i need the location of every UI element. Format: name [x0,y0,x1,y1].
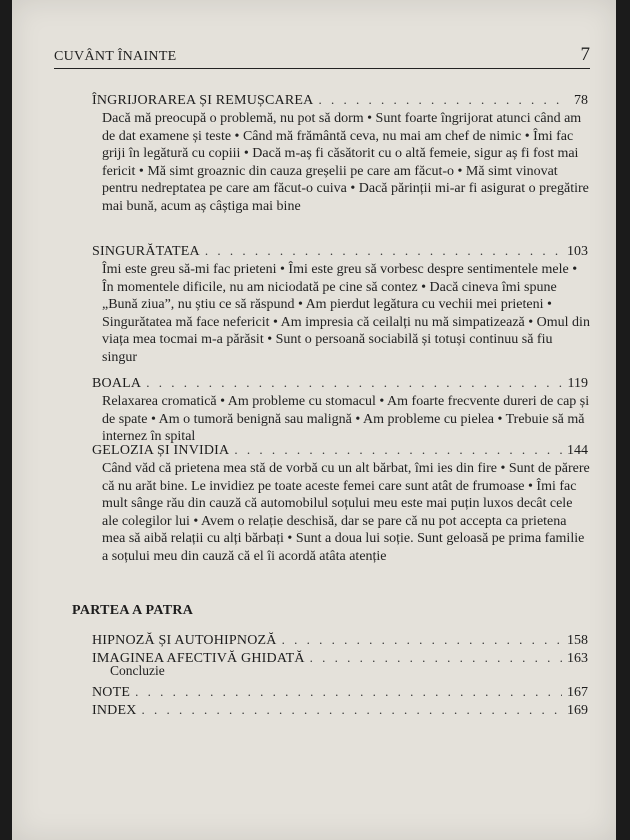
toc-entry-title: BOALA [92,376,142,391]
toc-entry-description: Dacă mă preocupă o problemă, nu pot să dorm • Sunt foarte îngrijorat atunci când am de dat examene și teste • Când mă frământă ceva, nu mai am chef de nimic • Îmi fac griji în legătură cu copiii • Dacă m-aș fi căsătorit cu o altă femeie, sigur aș fi fost mai fericit • Mă simt groaznic din cauza greșelii pe care am făcut-o • Mă simt vinovat pentru nedreptatea pe care am făcut-o cuiva • Dacă părinții mi-ar fi asigurat o pregătire mai bună, acum aș câștiga mai bine [102,111,589,214]
toc-entry-title: IMAGINEA AFECTIVĂ GHIDATĂ [92,651,305,666]
toc-entry-page: 144 [567,443,588,458]
header-title: CUVÂNT ÎNAINTE [54,49,177,64]
toc-subentry-conclusion: Concluzie [110,663,165,678]
book-page [12,0,616,840]
toc-entry-description: Când văd că prietena mea stă de vorbă cu un alt bărbat, îmi ies din fire • Sunt de părere că nu arăt bine. Le invidiez pe toate aceste femei care sunt atât de frumoase • Îmi fac mult sânge rău din cauză că automobilul soțului meu este mai puțin luxos decât cele ale colegilor lui • Avem o relație deschisă, dar se pare că nu pot accepta ca prietena mea să aibă relații cu alți bărbați • Sunt a doua lui soție. Sunt geloasă pe prima familie a soțului meu din cauză că el îi acordă atâta atenție [102,461,590,564]
toc-entry-page: 119 [567,376,588,391]
leader-dots [318,92,569,108]
toc-entry-page: 103 [567,244,588,259]
leader-dots [205,243,562,259]
toc-entry-hypnosis [92,632,588,649]
toc-entry-index [92,702,588,719]
page-number: 7 [580,44,590,65]
running-header [54,46,590,69]
toc-entry-illness [92,375,588,392]
toc-entry-title: NOTE [92,685,131,700]
toc-entry-description: Relaxarea cromatică • Am probleme cu stomacul • Am foarte frecvente dureri de cap și de spate • Am o tumoră benignă sau malignă • Am probleme cu pielea • Trebuie să mă internez în spital [102,394,590,445]
toc-entry-page: 158 [567,633,588,648]
toc-entry-notes [92,684,588,701]
leader-dots [310,650,562,666]
toc-entry-page: 169 [567,703,588,718]
leader-dots [142,702,562,718]
toc-entry-jealousy [92,442,588,459]
toc-entry-title: HIPNOZĂ ȘI AUTOHIPNOZĂ [92,633,277,648]
leader-dots [282,632,562,648]
toc-entry-page: 78 [574,93,588,108]
toc-entry-title: GELOZIA ȘI INVIDIA [92,443,230,458]
toc-entry-page: 163 [567,651,588,666]
leader-dots [234,442,562,458]
toc-entry-title: SINGURĂTATEA [92,244,200,259]
part-heading: PARTEA A PATRA [72,603,194,618]
toc-entry-worry [92,92,588,109]
toc-entry-loneliness [92,243,588,260]
toc-entry-title: INDEX [92,703,137,718]
toc-entry-description: Îmi este greu să-mi fac prieteni • Îmi este greu să vorbesc despre sentimentele mele • În momentele dificile, nu am niciodată pe cine să contez • Dacă cineva îmi spune „Bună ziua”, nu știu ce să răspund • Am pierdut legătura cu vechii mei prieteni • Singurătatea mă face nefericit • Am impresia că ceilalți nu mă simpatizează • Omul din viața mea tocmai m-a părăsit • Sunt o persoană sociabilă și totuși continuu să fiu singur [102,262,590,365]
leader-dots [146,375,562,391]
toc-entry-title: ÎNGRIJORAREA ȘI REMUȘCAREA [92,93,314,108]
toc-entry-page: 167 [567,685,588,700]
leader-dots [135,684,562,700]
toc-entry-guided-imagery [92,650,588,667]
